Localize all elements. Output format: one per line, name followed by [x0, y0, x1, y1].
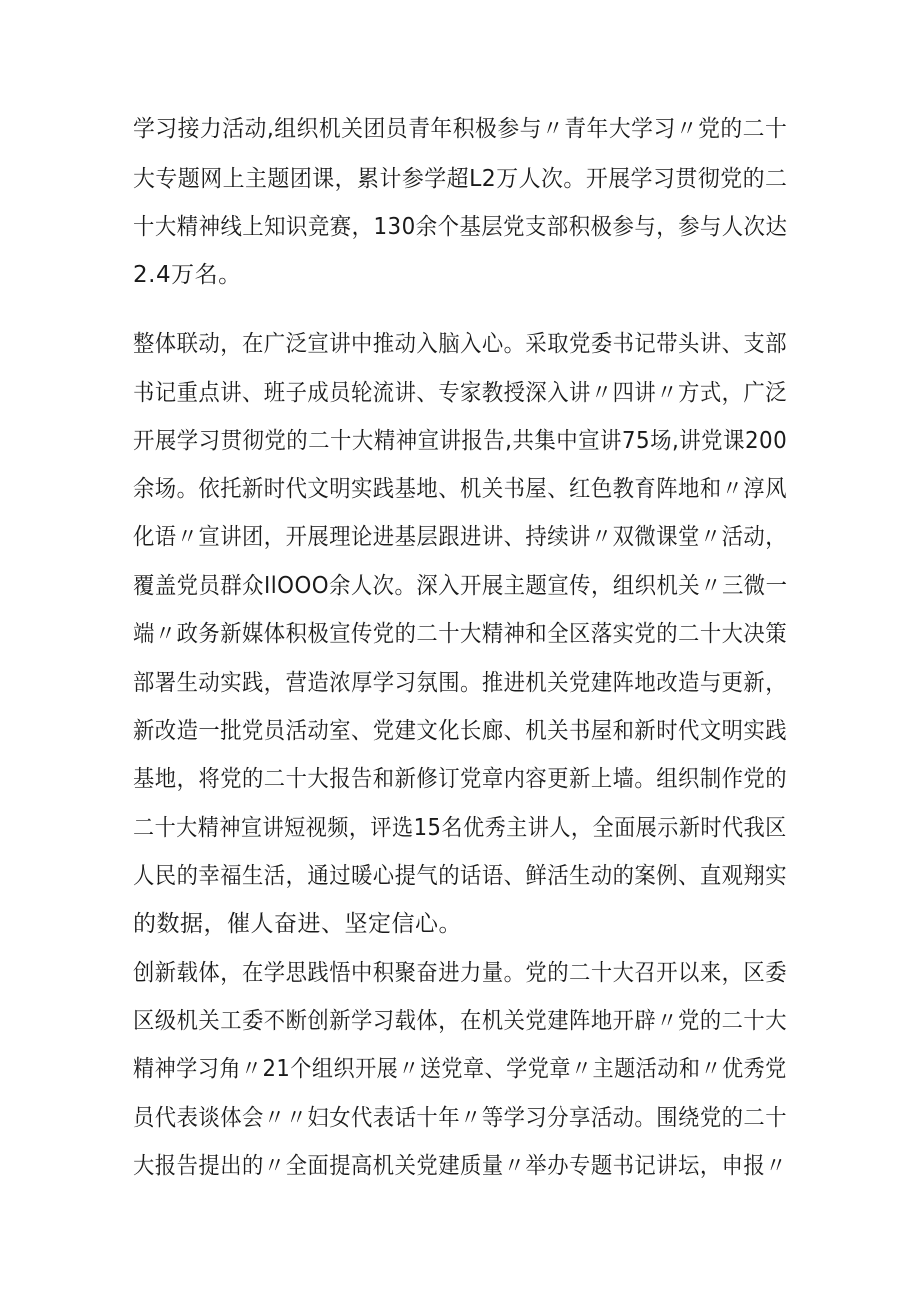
paragraph-2-line-5: 化语〃宣讲团，开展理论进基层跟进讲、持续讲〃双微课堂〃活动，: [133, 524, 788, 550]
paragraph-2-line-9: 新改造一批党员活动室、党建文化长廊、机关书屋和新时代文明实践: [133, 718, 788, 744]
paragraph-2-line-3: 开展学习贯彻党的二十大精神宣讲报告,共集中宣讲75场,讲党课200: [133, 428, 788, 454]
paragraph-1-line-3: 十大精神线上知识竞赛，130余个基层党支部积极参与，参与人次达: [133, 214, 788, 240]
paragraph-2-line-7: 端〃政务新媒体积极宣传党的二十大精神和全区落实党的二十大决策: [133, 621, 788, 647]
paragraph-2-line-6: 覆盖党员群众IlOOO余人次。深入开展主题宣传，组织机关〃三微一: [133, 573, 788, 599]
paragraph-2-line-10: 基地，将党的二十大报告和新修订党章内容更新上墙。组织制作党的: [133, 766, 788, 792]
paragraph-3-line-2: 区级机关工委不断创新学习载体，在机关党建阵地开辟〃党的二十大: [133, 1008, 788, 1034]
paragraph-2-line-8: 部署生动实践，营造浓厚学习氛围。推进机关党建阵地改造与更新，: [133, 670, 788, 696]
paragraph-2-line-11: 二十大精神宣讲短视频，评选15名优秀主讲人，全面展示新时代我区: [133, 815, 787, 841]
paragraph-2-line-13: 的数据，催人奋进、坚定信心。: [133, 911, 462, 937]
paragraph-1-line-4: 2.4万名。: [133, 262, 242, 288]
paragraph-1-line-1: 学习接力活动,组织机关团员青年积极参与〃青年大学习〃党的二十: [133, 116, 788, 142]
paragraph-3-line-1: 创新载体，在学思践悟中积聚奋进力量。党的二十大召开以来，区委: [133, 960, 788, 986]
paragraph-2-line-2: 书记重点讲、班子成员轮流讲、专家教授深入讲〃四讲〃方式，广泛: [133, 380, 788, 406]
paragraph-3-line-4: 员代表谈体会〃〃妇女代表话十年〃等学习分享活动。围绕党的二十: [133, 1105, 788, 1131]
paragraph-1-line-2: 大专题网上主题团课，累计参学超L2万人次。开展学习贯彻党的二: [133, 166, 788, 192]
paragraph-2-line-12: 人民的幸福生活，通过暖心提气的话语、鲜活生动的案例、直观翔实: [133, 863, 788, 889]
paragraph-2-line-4: 余场。依托新时代文明实践基地、机关书屋、红色教育阵地和〃淳风: [133, 476, 788, 502]
paragraph-3-line-3: 精神学习角〃21个组织开展〃送党章、学党章〃主题活动和〃优秀党: [133, 1056, 787, 1082]
paragraph-3-line-5: 大报告提出的〃全面提高机关党建质量〃举办专题书记讲坛，申报〃: [133, 1153, 788, 1179]
paragraph-2-line-1: 整体联动，在广泛宣讲中推动入脑入心。采取党委书记带头讲、支部: [133, 331, 788, 357]
